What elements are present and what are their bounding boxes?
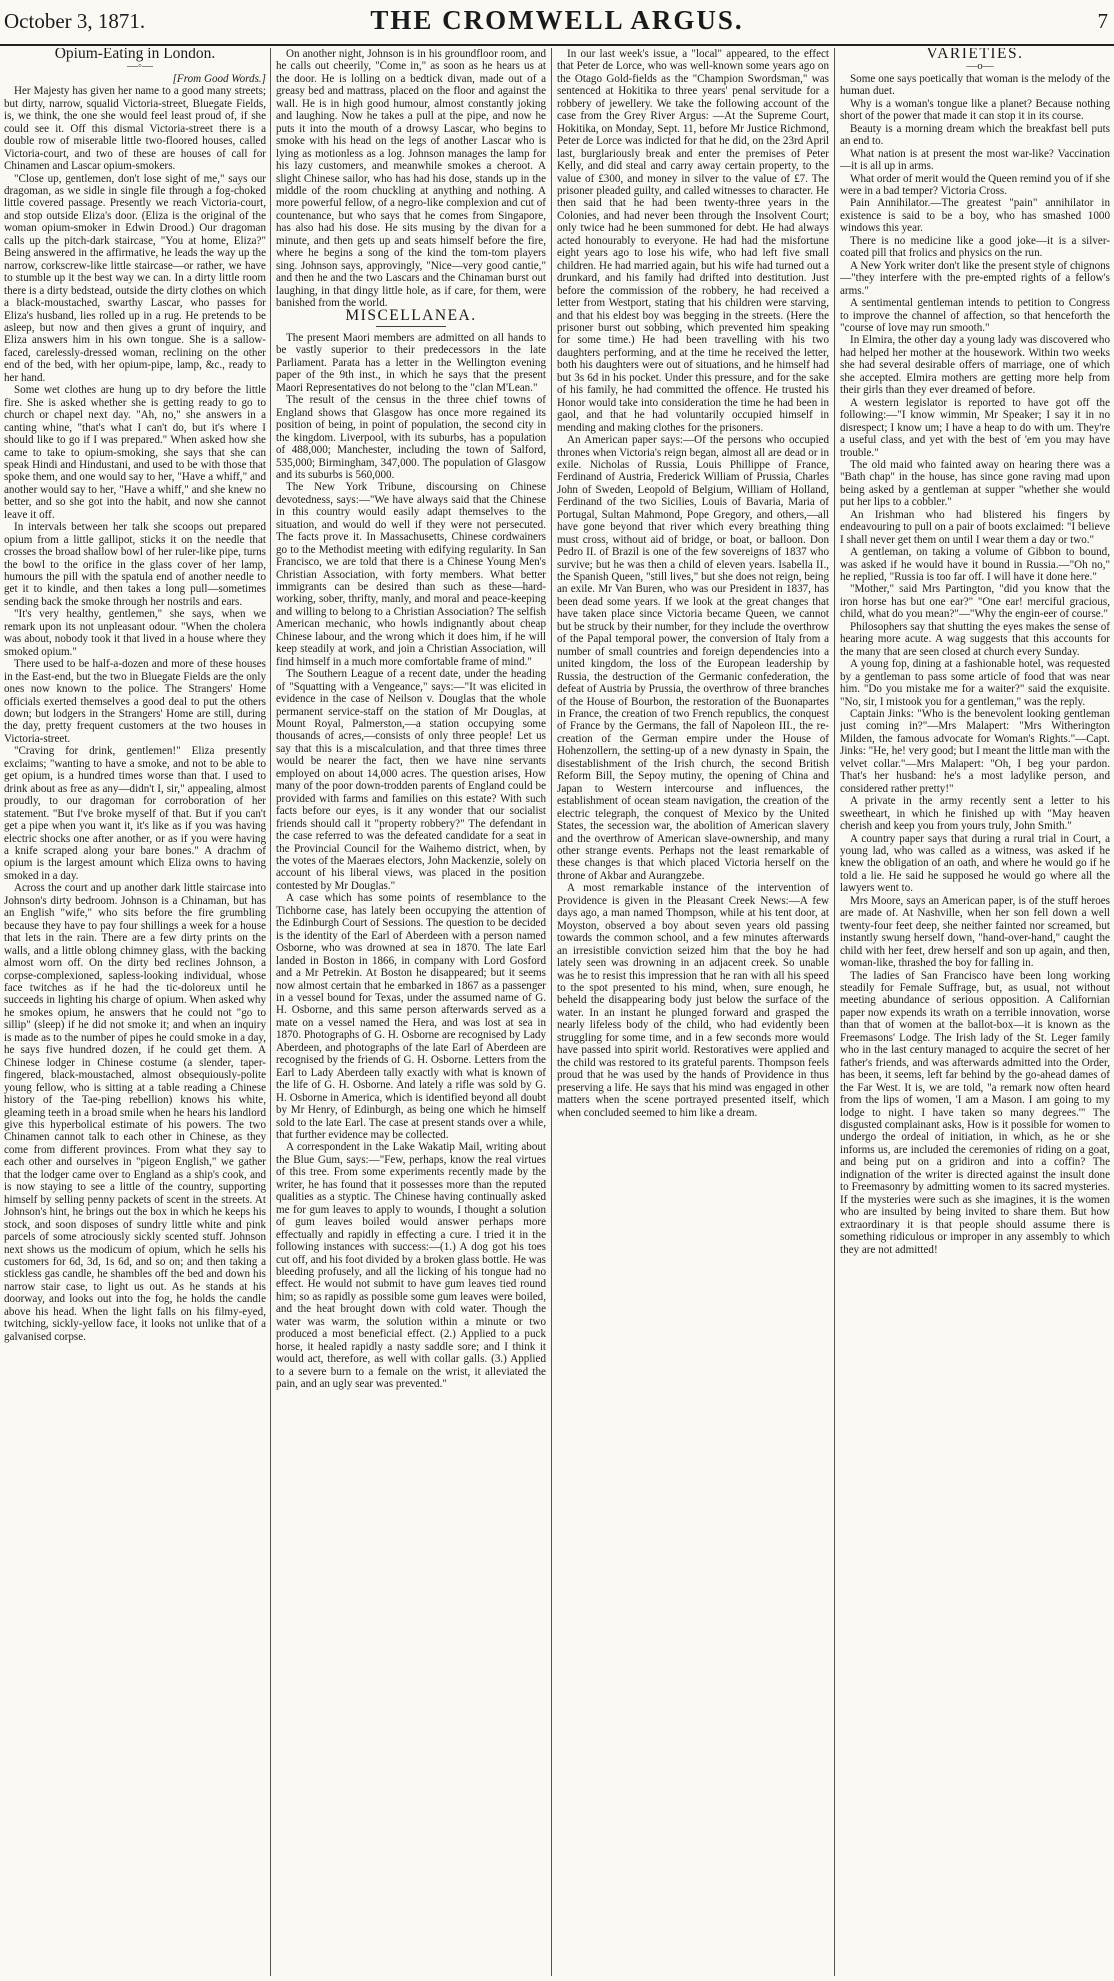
- issue-date: October 3, 1871.: [4, 9, 146, 33]
- paragraph: Her Majesty has given her name to a good many streets; but dirty, narrow, squalid Victoria-street, Bluegate Fields, is, we think, the one she would feel least proud of, if she could see it. Off this dismal Victoria-street there is a double row of miserable little two-floored houses, called Victoria-court, and two of these are houses of call for Chinamen and Lascar opium-smokers.: [4, 85, 266, 173]
- paragraph: What order of merit would the Queen remind you of if she were in a bad temper? Victoria Cross.: [840, 172, 1110, 197]
- newspaper-title: THE CROMWELL ARGUS.: [370, 5, 744, 35]
- page-number: 7: [1097, 9, 1108, 33]
- paragraph: "Craving for drink, gentlemen!" Eliza presently exclaims; "wanting to have a smoke, and not to be able to get opium, is a hundred times worse than that. I used to drink about as free as any—didn't I, sir," appealing, almost proudly, to our dragoman for corroboration of her statement. "But I've broke myself of that. But if you can't get a pipe when you want it, it's like as if you was having electric shocks one after another, or as if you were having a knife scraped along your bare bones." A drachm of opium is the largest amount which Eliza owns to having smoked in a day.: [4, 745, 266, 882]
- column-2: [276, 48, 546, 1976]
- paragraph: Beauty is a morning dream which the breakfast bell puts an end to.: [840, 122, 1110, 148]
- paragraph: An Irishman who had blistered his fingers by endeavouring to pull on a pair of boots exclaimed: "I believe I shall never get them on until I wear them a day or two.": [840, 508, 1110, 546]
- paragraph: A western legislator is reported to have got off the following:—"I know wimmin, Mr Speaker; I say it in no disrespect; I know um; I have a heap to do with um. They're a useful class, and yet with the best of 'em you may have trouble.": [840, 396, 1110, 459]
- column-rule: [270, 48, 271, 1976]
- paragraph: "It's very healthy, gentlemen," she says, when we remark upon its not unpleasant odour. "When the cholera was about, nobody took it that lived in a house where they smoked opium.": [4, 608, 266, 658]
- column-rule: [551, 48, 552, 1976]
- paragraph: A gentleman, on taking a volume of Gibbon to bound, was asked if he would have it bound in Russia.—"Oh no," he replied, "Russia is too far off. I will have it done here.": [840, 546, 1110, 584]
- paragraph: On another night, Johnson is in his groundfloor room, and he calls out cheerily, "Come in," as soon as he hears us at the door. He is lolling on a bedtick divan, made out of a greasy bed and mattrass, placed on the floor and against the wall. He is in high good humour, almost constantly joking and laughing. Now he takes a pull at the pipe, and now he puts it into the mouth of a drowsy Lascar, who begins to smoke with his head on the legs of another Lascar who is lying as motionless as a log. Johnson manages the lamp for his lazy customers, and meanwhile smokes a cheroot. A slight Chinese sailor, who has had his dose, stands up in the middle of the room chuckling at anything and nothing. A more powerful fellow, of a negro-like complexion and cut of countenance, but who says that he comes from Singapore, has also had his dose. He sits musing by the divan for a minute, and then gets up and seats himself before the fire, where he begins a song of the kind the tom-tom players sing. Johnson says, approvingly, "Nice—very good cantie," and then he and the two Lascars and the Chinaman burst out laughing, in that dingy little hole, as if care, for them, were banished from the world.: [276, 48, 546, 310]
- paragraph: "Mother," said Mrs Partington, "did you know that the iron horse has but one ear?" "One ear! merciful gracious, child, what do you mean?"—"Why the engin-eer of course.": [840, 583, 1110, 621]
- paragraph: A correspondent in the Lake Wakatip Mail, writing about the Blue Gum, says:—"Few, perhaps, know the real virtues of this tree. From some experiments recently made by the writer, he has found that it possesses more than the reputed qualities as a styptic. The Chinese having continually asked me for gum leaves to apply to wounds, I thought a solution of gum leaves boiled would answer perhaps more effectually and rapidly in effecting a cure. I tried it in the following instances with success:—(1.) A dog got his toes cut off, and his foot divided by a broken glass bottle. He was bleeding profusely, and all the licking of his tongue had no effect. He would not submit to have gum leaves tied round him; so as rapidly as possible some gum leaves were boiled, and the heat brought down with cold water. Though the water was warm, the solution within a minute or two produced a most beneficial effect. (2.) Applied to a puck horse, it healed rapidly a nasty saddle sore; and I think it would act, therefore, as well with collar galls. (3.) Applied to a severe burn to a female on the wrist, it alleviated the pain, and an ugly sear was prevented.": [276, 1141, 546, 1391]
- paragraph: Pain Annihilator.—The greatest "pain" annihilator in existence is said to be a boy, who has smashed 1000 windows this year.: [840, 197, 1110, 235]
- paragraph: There is no medicine like a good joke—it is a silver-coated pill that frolics and physics on the run.: [840, 234, 1110, 260]
- section-title-varieties: VARIETIES.: [926, 48, 1024, 62]
- column-4: [840, 48, 1110, 1976]
- column-rule: [834, 48, 835, 1976]
- paragraph: A young fop, dining at a fashionable hotel, was requested by a gentleman to pass some article of food that was near him. "Do you mistake me for a waiter?" said the exquisite. "No, sir, I mistook you for a gentleman," was the reply.: [840, 658, 1110, 708]
- paragraph: Some wet clothes are hung up to dry before the little fire. She is asked whether she is getting ready to go to church or chapel next day. "Ah, no," she answers in a canting whine, "that's what I can't do, but it's where I should like to go if I was prepared." When asked how she came to take to opium-smoking, she says that she can speak Hindi and Hindustani, and used to be with those that spoke them, and one would say to her, "Have a whiff," and another would say to her, "Have a whiff," and she knew no better, and so she got into the habit, and now she cannot leave it off.: [4, 384, 266, 521]
- paragraph: Captain Jinks: "Who is the benevolent looking gentleman just coming in?"—Mrs Malapert: "Mrs Witherington Milden, the famous advocate for Woman's Rights."—Capt. Jinks: "He, he! very good; but I meant the little man with the velvet collar."—Mrs Malapert: "Oh, I beg your pardon. That's her husband: he's a most ladylike person, and considered rather pretty!": [840, 708, 1110, 795]
- paragraph: Mrs Moore, says an American paper, is of the stuff heroes are made of. At Nashville, when her son fell down a well twenty-four feet deep, she neither fainted nor screamed, but instantly swung herself down, "hand-over-hand," caught the child with her feet, drew herself and son up again, and then, woman-like, thrashed the boy for falling in.: [840, 894, 1110, 970]
- paragraph: The result of the census in the three chief towns of England shows that Glasgow has once more regained its position of being, in point of population, the second city in the kingdom. Liverpool, with its suburbs, has a population of 488,000; Manchester, including the town of Salford, 535,000; Birmingham, 347,000. The population of Glasgow and its suburbs is 560,000.: [276, 394, 546, 481]
- paragraph: Philosophers say that shutting the eyes makes the sense of hearing more acute. A wag suggests that this accounts for the many that are seen closed at church every Sunday.: [840, 620, 1110, 658]
- paragraph: What nation is at present the most war-like? Vaccination—it is all up in arms.: [840, 147, 1110, 173]
- paragraph: The New York Tribune, discoursing on Chinese devotedness, says:—"We have always said that the Chinese in this country would easily adapt themselves to the situation, and would do well if they were not persecuted. The facts prove it. In Massachusetts, Chinese cordwainers go to the Methodist meeting with edifying regularity. In San Francisco, we are told that there is a Chinese Young Men's Christian Association, with forty members. What better immigrants can be desired than such as these—hard-working, sober, thrifty, manly, and moral and peace-keeping and willing to belong to a Christian Association? The selfish American mechanic, who howls indignantly about cheap Chinese labour, and the wrong which it does him, if he will keep steadily at work, and join a Christian Association, will find himself in a much more comfortable frame of mind.": [276, 481, 546, 668]
- section-title-miscellanea: MISCELLANEA.: [345, 306, 477, 324]
- paragraph: "Close up, gentlemen, don't lose sight of me," says our dragoman, as we sidle in single file through a fog-choked little covered passage. Presently we reach Victoria-court, and stop outside Eliza's door. (Eliza is the original of the woman opium-smoker in Edwin Drood.) Our dragoman calls up the pitch-dark staircase, "You at home, Eliza?" Being answered in the affirmative, he leads the way up the narrow, corkscrew-like little staircase—or rather, we have to stumble up it the best way we can. In a dirty little room there is a dirty bedstead, outside the dirty clothes on which a black-moustached, swarthy Lascar, who passes for Eliza's husband, lies rolled up in a rug. He pretends to be asleep, but now and then gives a grunt of inquiry, and Eliza answers him in his own tongue. She is a sallow-faced, carelessly-dressed woman, reclining on the other end of the bed, with her opium-pipe, lamp, &c., ready to her hand.: [4, 172, 266, 384]
- article-title-opium: Opium-Eating in London.: [54, 48, 216, 62]
- title-ornament: —◦—: [127, 60, 153, 73]
- article-source: [From Good Words.]: [172, 72, 266, 85]
- paragraph: In our last week's issue, a "local" appeared, to the effect that Peter de Lorce, who was well-known some years ago on the Otago Gold-fields as the "Champion Swordsman," was sentenced at Hokitika to three years' penal servitude for a robbery of jewellery. We take the following account of the case from the Grey River Argus: —At the Supreme Court, Hokitika, on Monday, Sept. 11, before Mr Justice Richmond, Peter de Lorce was indicted for that he did, on the 23rd April last, burglariously break and enter the premises of Peter Kelly, and did steal and carry away certain property, to the value of £300, and money in silver to the value of £7. The prisoner pleaded guilty, and called witnesses to character. He then said that he had been twenty-three years in the Colonies, and had never been through the Insolvent Court; only twice had he been summoned for debt. He had always acted honourably to everyone. He had had the misfortune eight years ago to lose his wife, who had left five small children. He had married again, but his wife had turned out a drunkard, and his family had drifted into destitution. Just before the commission of the robbery, he had received a letter from Westport, stating that his children were starving, and that his eldest boy was begging in the streets. (Here the prisoner burst out sobbing, which prevented him speaking for some time.) He had been travelling with his two daughters performing, and at the time he received the letter, both his daughters were out of situations, and he himself had but 3s 6d in his pocket. Under this pressure, and for the sake of his family, he had committed the offence. He trusted his Honor would take into consideration the time he had been in gaol, and that he had voluntarily occupied himself in mending and making clothes for the prisoners.: [557, 48, 829, 434]
- title-ornament: —o—: [966, 60, 994, 73]
- paragraph: There used to be half-a-dozen and more of these houses in the East-end, but the two in Bluegate Fields are the only ones now known to the police. The Strangers' Home officials exerted themselves a good deal to put the others down; but lodgers in the Strangers' Home are still, during the day, pretty frequent customers at the two houses in Victoria-street.: [4, 658, 266, 745]
- paragraph: A case which has some points of resemblance to the Tichborne case, has lately been occupying the attention of the Edinburgh Court of Sessions. The question to be decided is the identity of the Earl of Aberdeen with a person named Osborne, who was drowned at sea in 1870. The late Earl landed in Boston in 1866, in company with Lord Gosford and a Mr Petrekin. At Boston he disappeared; but it seems now almost certain that he embarked in 1867 as a passenger in a vessel bound for Texas, under the assumed name of G. H. Osborne, and this same person afterwards served as a mate on a vessel named the Hera, and was lost at sea in 1870. Photographs of G. H. Osborne are recognised by Lady Aberdeen, and photographs of the late Earl of Aberdeen are recognised by the friends of G. H. Osborne. Letters from the Earl to Lady Aberdeen tally exactly with what is known of the life of G. H. Osborne. And lately a rifle was sold by G. H. Osborne in America, which is identified beyond all doubt by Mr Henry, of Edinburgh, as being one which he himself sold to the late Earl. The case at present stands over a while, that further evidence may be collected.: [276, 892, 546, 1141]
- paragraph: A New York writer don't like the present style of chignons—"they interfere with the pre-empted rights of a fellow's arms.": [840, 259, 1110, 297]
- title-rule: [376, 326, 446, 327]
- paragraph: The old maid who fainted away on hearing there was a "Bath chap" in the house, has since gone raving mad upon being asked by a gentleman at supper "whether she would put her lips to a cobbler.": [840, 458, 1110, 509]
- paragraph: Across the court and up another dark little staircase into Johnson's dirty bedroom. Johnson is a Chinaman, but has an English "wife," who sits before the fire grumbling because they have to pay four shillings a week for a house that lets in the rain. There are a few dirty prints on the walls, and a little oblong chimney glass, with the backing almost worn off. On the dirty bed reclines Johnson, a corpse-complexioned, sapless-looking individual, whose face twitches as if he had the tic-doloreux until he succeeds in lighting his charge of opium. When asked why he smokes opium, he answers that he could not "go to sillip" (sleep) if he did not smoke it; and when an inquiry is made as to the number of pipes he could smoke in a day, he says five hundred dozen, if he could get them. A Chinese lodger in Chinese costume (a slender, taper-fingered, black-moustached, almost obsequiously-polite young fellow, who is sitting at a table reading a Chinese history of the Tae-ping rebellion) knows his white, gleaming teeth in a broad smile when he hears his landlord give this hyperbolical estimate of his powers. The two Chinamen cannot talk to each other in Chinese, as they come from different provinces. From what they say to each other and ourselves in "pigeon English," we gather that the lodger came over to England as a ship's cook, and is now staying to see a little of the country, supporting himself by selling penny packets of scent in the streets. At Johnson's hint, he brings out the box in which he keeps his stock, and soon disposes of sundry little white and pink parcels of some atrociously sickly scented stuff. Johnson next shows us the modicum of opium, which he sells his customers for 6d, 3d, 1s 6d, and so on; and then taking a stickless gas candle, he shambles off the bed and down his narrow stair case, to light us out. As he stands at his doorway, and looks out into the fog, he holds the candle above his head. When the light falls on his filmy-eyed, twitching, sickly-yellow face, it looks not unlike that of a galvanised corpse.: [4, 882, 266, 1343]
- paragraph: In Elmira, the other day a young lady was discovered who had helped her mother at the housework. Within two weeks she had several desirable offers of marriage, one of which she accepted. Elmira mothers are getting more help from their girls than they ever dreamed of before.: [840, 334, 1110, 397]
- paragraph: Why is a woman's tongue like a planet? Because nothing short of the power that made it can stop it in its course.: [840, 97, 1110, 123]
- column-1: [4, 48, 266, 1976]
- paragraph: The ladies of San Francisco have been long working steadily for Female Suffrage, but, as usual, not without meeting abundance of serious opposition. A Californian paper now expends its wrath on a terrible innovation, worse than that of women at the ballot-box—it is known as the Freemasons' Lodge. The Irish lady of the St. Leger family who in the last century managed to acquire the secret of her father's friends, and was afterwards admitted into the Order, has been, it seems, left far behind by the go-ahead dames of the Far West. It is, we are told, "a remark now often heard from the lips of women, 'I am a Mason. I am going to my lodge to night. I have taken so many degrees.'" The disgusted complainant asks, How is it possible for women to undergo the ordeal of initiation, in which, as he or she informs us, are included the ceremonies of riding on a goat, and being put on a gridiron and into a coffin? The indignation of the writer is directed against the insult done to Freemasonry by admitting women to its sacred mysteries. If the mysteries were such as she imagines, it is the women who are insulted by being invited to share them. But how extraordinary it is that people should assume there is something ridiculous or improper in any assembly to which they are not admitted!: [840, 969, 1110, 1256]
- paragraph: An American paper says:—Of the persons who occupied thrones when Victoria's reign began, almost all are dead or in exile. Nicholas of Russia, Louis Phillippe of France, Ferdinand of Austria, Frederick William of Prussia, Charles John of Sweden, Leopold of Belgium, William of Holland, Ferdinand of the two Sicilies, Louis of Bavaria, Maria of Portugal, Sultan Mahmond, Pope Gregory, and others,—all have gone beyond that river which every breathing thing must cross, without aid of bridge, or boat, or balloon. Don Pedro II. of Brazil is one of the few sovereigns of 1837 who survive; but he was then a child of eleven years. Isabella II., the Spanish Queen, "still lives," but she does not reign, being an exile. Mr Van Buren, who was our President in 1837, has been dead some years. If we look at the great changes that have taken place since Victoria became Queen, we cannot but be struck by their number, for they include the overthrow of the Papal temporal power, the conversion of Italy from a number of small countries and foreign dependencies into a united kingdom, the loss of the European leadership by Russia, the destruction of the Germanic confederation, the defeat of Austria by Prussia, the overthrow of three branches of the House of Bourbon, the restoration of the Buonapartes in France, the creation of two French republics, the conquest of France by the Germans, the fall of Napoleon III., the re-creation of the German empire under the House of Hohenzollern, the setting-up of a new dynasty in Spain, the disestablishment of the Irish church, the second British Reform Bill, the Sepoy mutiny, the opening of China and Japan to Western intercourse and influences, the establishment of ocean steam navigation, the creation of the electric telegraph, the conquest of Mexico by the United States, the secession war, the abolition of American slavery and the overthrow of American slave-ownership, and many other strange events. Perhaps not the least remarkable of these changes is that which placed Victoria herself on the throne of Akbar and Aurangzebe.: [557, 434, 829, 882]
- paragraph: A most remarkable instance of the intervention of Providence is given in the Pleasant Creek News:—A few days ago, a man named Thompson, while at his tent door, at Moyston, observed a boy about seven years old passing towards the common school, and a few minutes afterwards an irresistible conviction seized him that the boy he had lately seen was drowning in an adjacent creek. So unable was he to resist this impression that he ran with all his speed to the spot presented to his mind, when, sure enough, he beheld the disappearing body just below the surface of the water. In an instant he plunged forward and grasped the nearly lifeless body of the child, who had evidently been struggling for some time, and in a few seconds more would have passed into spirit world. Restoratives were applied and the child was restored to its grateful parents. Thompson feels proud that he was used by the hands of Providence in thus preserving a life. He says that his mind was engaged in other matters when the scene portrayed presented itself, which when concluded seemed to him like a dream.: [557, 882, 829, 1119]
- paragraph: In intervals between her talk she scoops out prepared opium from a little gallipot, sticks it on the needle that crosses the broad shallow bowl of her ruler-like pipe, turns the bowl to the orifice in the glass cover of her lamp, humours the pill with the spatula end of another needle to get it to kindle, and then takes a long pull—sometimes sending back the smoke through her nostrils and ears.: [4, 521, 266, 608]
- paragraph: The Southern League of a recent date, under the heading of "Squatting with a Vengeance," says:—"It was elicited in evidence in the case of Neilson v. Douglas that the whole permanent service-staff on the station of Mr Douglas, at Mount Royal, Palmerston,—a station occupying some thousands of acres,—consists of only three people! Let us say that this is a miscalculation, and that three times three would be nearer the fact, then we have nine servants employed on about 14,000 acres. The question arises, How many of the poor down-trodden parents of England could be provided with farms and families on this estate? With such facts before our eyes, is it any wonder that our socialist friends should call it "property robbery?" The defendant in the case referred to was the defeated candidate for a seat in the Provincial Council for the Waihemo district, when, by the votes of the Maeraes electors, John Mackenzie, solely on account of his liberal views, was placed in the position contested by Mr Douglas.": [276, 668, 546, 892]
- paragraph: A sentimental gentleman intends to petition to Congress to improve the channel of affection, so that henceforth the "course of love may run smooth.": [840, 297, 1110, 334]
- paragraph: The present Maori members are admitted on all hands to be vastly superior to their predecessors in the late Parliament. Parata has a letter in the Wellington evening paper of the 9th inst., in which he says that the present Maori Representatives do not belong to the "clan M'Lean.": [276, 331, 546, 394]
- masthead: [0, 0, 1114, 46]
- column-3: [557, 48, 829, 1976]
- paragraph: A private in the army recently sent a letter to his sweetheart, in which he finished up with "May heaven cherish and keep you from yours truly, John Smith.": [840, 795, 1110, 833]
- paragraph: A country paper says that during a rural trial in Court, a young lad, who was called as a witness, was asked if he knew the obligation of an oath, and where he would go if he told a lie. He said he supposed he would go where all the lawyers went to.: [840, 832, 1110, 895]
- paragraph: Some one says poetically that woman is the melody of the human duet.: [840, 72, 1110, 98]
